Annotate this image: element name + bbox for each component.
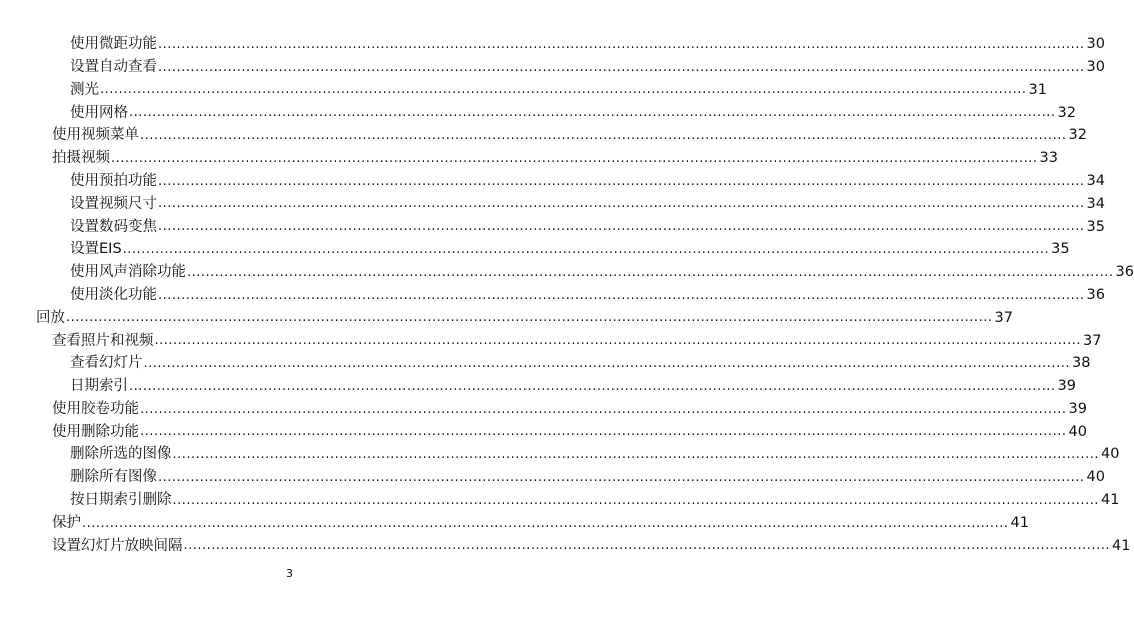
toc-entry[interactable] <box>0 443 1120 466</box>
toc-entry-title: 回放 <box>36 309 65 326</box>
toc-entry[interactable] <box>0 421 1087 444</box>
toc-entry-page: 39 <box>1068 400 1087 417</box>
toc-dot-leader: ........................................................................................................................................................................................................ <box>158 219 1085 235</box>
toc-entry-title: 使用网格 <box>70 104 128 121</box>
toc-entry-page: 41 <box>1111 537 1131 554</box>
toc-entry-title: 使用微距功能 <box>70 36 157 53</box>
toc-dot-leader: ........................................................................................................................................................................................................ <box>158 59 1085 75</box>
toc-dot-leader: ........................................................................................................................................................................................................ <box>172 492 1099 508</box>
toc-entry-title: 设置幻灯片放映间隔 <box>52 537 183 554</box>
toc-entry-title: 按日期索引删除 <box>70 492 172 509</box>
toc-entry-title: 查看照片和视频 <box>52 332 154 349</box>
toc-entry[interactable] <box>0 101 1076 124</box>
toc-entry[interactable] <box>0 261 1134 284</box>
toc-entry[interactable] <box>0 512 1029 535</box>
toc-entry[interactable] <box>0 535 1131 558</box>
toc-dot-leader: ........................................................................................................................................................................................................ <box>158 173 1085 189</box>
toc-entry-title: 测光 <box>70 81 99 98</box>
toc-entry-page: 41 <box>1100 492 1120 509</box>
toc-entry-page: 38 <box>1071 355 1091 372</box>
toc-entry-page: 34 <box>1086 172 1105 189</box>
toc-dot-leader: ........................................................................................................................................................................................................ <box>140 424 1067 440</box>
toc-entry-page: 39 <box>1057 378 1076 395</box>
toc-entry[interactable] <box>0 215 1105 238</box>
toc-entry[interactable] <box>0 193 1105 216</box>
toc-entry-title: 删除所有图像 <box>70 469 157 486</box>
toc-entry-page: 31 <box>1028 81 1047 98</box>
toc-entry-title: 设置视频尺寸 <box>70 195 157 212</box>
toc-entry-page: 37 <box>994 309 1013 326</box>
toc-entry-page: 30 <box>1086 36 1105 53</box>
toc-dot-leader: ........................................................................................................................................................................................................ <box>122 242 1050 258</box>
toc-entry-title: 查看幻灯片 <box>70 355 143 372</box>
toc-entry-page: 40 <box>1068 423 1087 440</box>
toc-dot-leader: ........................................................................................................................................................................................................ <box>158 287 1085 303</box>
toc-entry[interactable] <box>0 398 1087 421</box>
toc-entry[interactable] <box>0 284 1105 307</box>
toc-entry-page: 36 <box>1086 286 1105 303</box>
toc-dot-leader: ........................................................................................................................................................................................................ <box>154 333 1081 349</box>
toc-dot-leader: ........................................................................................................................................................................................................ <box>143 356 1070 372</box>
toc-entry-page: 41 <box>1010 514 1029 531</box>
toc-entry[interactable] <box>0 352 1091 375</box>
toc-entry[interactable] <box>0 33 1105 56</box>
toc-entry-title: 保护 <box>52 514 81 531</box>
toc-entry-title: 使用预拍功能 <box>70 172 157 189</box>
toc-entry[interactable] <box>0 375 1076 398</box>
toc-dot-leader: ........................................................................................................................................................................................................ <box>111 150 1038 166</box>
toc-entry[interactable] <box>0 79 1047 102</box>
toc-entry-title: 设置自动查看 <box>70 58 157 75</box>
toc-dot-leader: ........................................................................................................................................................................................................ <box>187 264 1114 280</box>
toc-dot-leader: ........................................................................................................................................................................................................ <box>140 128 1067 144</box>
toc-entry-page: 36 <box>1115 264 1134 281</box>
toc-dot-leader: ........................................................................................................................................................................................................ <box>129 105 1056 121</box>
toc-dot-leader: ........................................................................................................................................................................................................ <box>158 36 1085 52</box>
toc-entry-page: 35 <box>1086 218 1105 235</box>
toc-dot-leader: ........................................................................................................................................................................................................ <box>158 470 1085 486</box>
toc-entry[interactable] <box>0 170 1105 193</box>
toc-entry-title: 拍摄视频 <box>52 150 110 167</box>
toc-entry-title: 使用淡化功能 <box>70 286 157 303</box>
toc-entry[interactable] <box>0 124 1087 147</box>
toc-dot-leader: ........................................................................................................................................................................................................ <box>140 401 1067 417</box>
toc-entry-page: 40 <box>1100 446 1120 463</box>
toc-entry-title: 使用胶卷功能 <box>52 400 139 417</box>
toc-entry-page: 37 <box>1082 332 1102 349</box>
toc-dot-leader: ........................................................................................................................................................................................................ <box>129 378 1056 394</box>
toc-entry-title: 使用视频菜单 <box>52 127 139 144</box>
toc-dot-leader: ........................................................................................................................................................................................................ <box>158 196 1085 212</box>
page-number: 3 <box>286 567 293 580</box>
toc-dot-leader: ........................................................................................................................................................................................................ <box>82 515 1009 531</box>
toc-dot-leader: ........................................................................................................................................................................................................ <box>172 447 1099 463</box>
toc-entry[interactable] <box>0 147 1058 170</box>
toc-entry[interactable] <box>0 329 1102 352</box>
toc-entry-page: 30 <box>1086 58 1105 75</box>
toc-entry-page: 32 <box>1068 127 1087 144</box>
toc-entry-page: 35 <box>1051 241 1070 258</box>
toc-entry-title: 删除所选的图像 <box>70 446 172 463</box>
toc-entry[interactable] <box>0 56 1105 79</box>
toc-entry-page: 40 <box>1086 469 1105 486</box>
toc-entry[interactable] <box>0 238 1070 261</box>
toc-entry-title: 使用风声消除功能 <box>70 264 186 281</box>
toc-entry[interactable] <box>0 307 1013 330</box>
toc-dot-leader: ........................................................................................................................................................................................................ <box>183 538 1110 554</box>
toc-dot-leader: ........................................................................................................................................................................................................ <box>66 310 993 326</box>
toc-entry[interactable] <box>0 466 1105 489</box>
toc-entry-title: 设置数码变焦 <box>70 218 157 235</box>
toc-dot-leader: ........................................................................................................................................................................................................ <box>100 82 1027 98</box>
toc-entry-page: 34 <box>1086 195 1105 212</box>
toc-entry-title: 使用删除功能 <box>52 423 139 440</box>
table-of-contents <box>0 33 1134 557</box>
toc-entry-page: 32 <box>1057 104 1076 121</box>
toc-entry-page: 33 <box>1039 150 1058 167</box>
toc-entry[interactable] <box>0 489 1120 512</box>
toc-entry-title: 日期索引 <box>70 378 128 395</box>
toc-entry-title: 设置EIS <box>70 241 122 258</box>
